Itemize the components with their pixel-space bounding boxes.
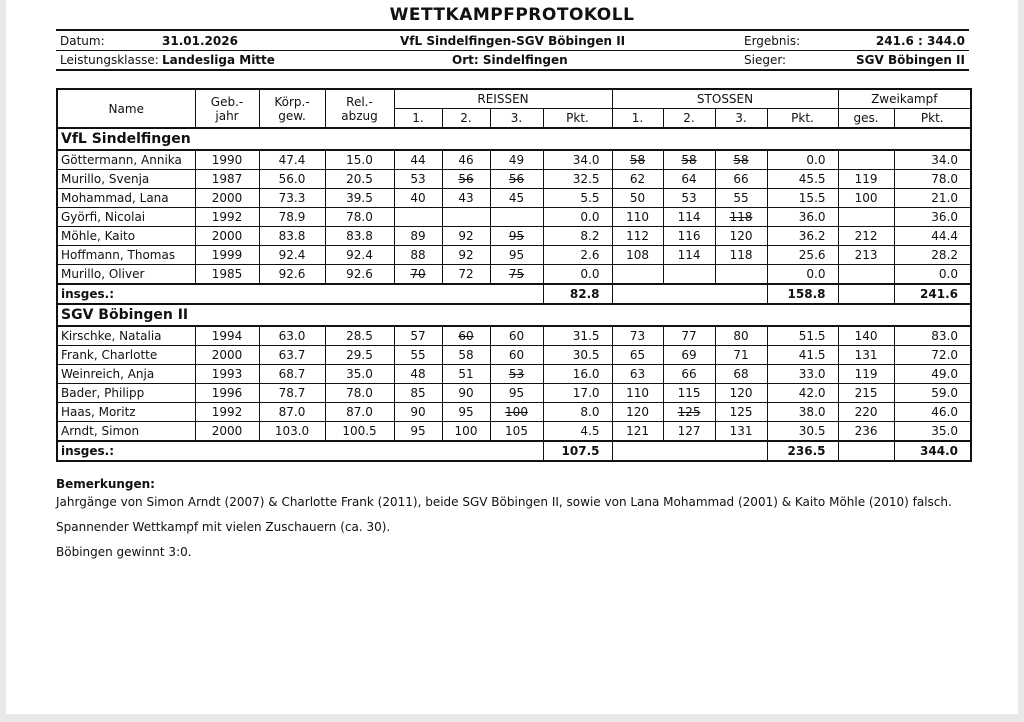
total-points: 0.0 [894, 265, 971, 285]
cj-points-header: Pkt. [767, 109, 838, 129]
class-value: Landesliga Mitte [162, 53, 275, 67]
table-row [57, 326, 971, 346]
cleanjerk-attempt-2: 69 [663, 346, 715, 365]
cleanjerk-attempt-1: 73 [612, 326, 663, 346]
total-kg: 119 [838, 170, 894, 189]
snatch-attempt-3 [490, 208, 543, 227]
athlete-name: Weinreich, Anja [57, 365, 195, 384]
snatch-attempt-2: 95 [442, 403, 490, 422]
snatch-attempt-2: 46 [442, 150, 490, 170]
birth-year: 1990 [195, 150, 259, 170]
total-spacer [838, 441, 894, 461]
snatch-attempt-2 [442, 208, 490, 227]
result-value: 241.6 : 344.0 [875, 34, 965, 48]
birth-year: 1996 [195, 384, 259, 403]
total-cleanjerk-points: 236.5 [767, 441, 838, 461]
snatch-points: 2.6 [543, 246, 612, 265]
col-reldeduction-l2: abzug [341, 108, 378, 123]
table-row [57, 246, 971, 265]
date-value: 31.01.2026 [162, 34, 238, 48]
header-row-2 [56, 50, 969, 69]
cleanjerk-points: 42.0 [767, 384, 838, 403]
athlete-name: Arndt, Simon [57, 422, 195, 442]
cleanjerk-attempt-1: 110 [612, 384, 663, 403]
cleanjerk-attempt-1: 110 [612, 208, 663, 227]
snatch-attempt-1: 55 [394, 346, 442, 365]
birth-year: 1987 [195, 170, 259, 189]
snatch-attempt-3: 100 [490, 403, 543, 422]
cleanjerk-attempt-2: 114 [663, 208, 715, 227]
total-points-header: Pkt. [894, 109, 971, 129]
relative-deduction: 78.0 [325, 384, 394, 403]
col-reldeduction-l1: Rel.- [346, 94, 373, 109]
team-header-row [57, 304, 971, 326]
cleanjerk-points: 38.0 [767, 403, 838, 422]
snatch-attempt-1: 48 [394, 365, 442, 384]
total-kg: 215 [838, 384, 894, 403]
snatch-attempt-1 [394, 208, 442, 227]
snatch-attempt-1: 44 [394, 150, 442, 170]
result-label: Ergebnis: [744, 34, 801, 48]
cleanjerk-attempt-3: 80 [715, 326, 767, 346]
cleanjerk-points: 45.5 [767, 170, 838, 189]
results-body [57, 89, 971, 461]
total-label: insges.: [57, 441, 543, 461]
athlete-name: Kirschke, Natalia [57, 326, 195, 346]
cleanjerk-attempt-2: 116 [663, 227, 715, 246]
snatch-attempt-1: 89 [394, 227, 442, 246]
cleanjerk-attempt-2 [663, 265, 715, 285]
table-row [57, 208, 971, 227]
total-points: 83.0 [894, 326, 971, 346]
birth-year: 1999 [195, 246, 259, 265]
snatch-points: 5.5 [543, 189, 612, 208]
snatch-attempt-1: 85 [394, 384, 442, 403]
total-points: 49.0 [894, 365, 971, 384]
cleanjerk-attempt-1: 63 [612, 365, 663, 384]
relative-deduction: 100.5 [325, 422, 394, 442]
col-birthyear-header [195, 89, 259, 128]
total-cleanjerk-points: 158.8 [767, 284, 838, 304]
total-points: 46.0 [894, 403, 971, 422]
birth-year: 1992 [195, 208, 259, 227]
team-name: SGV Böbingen II [57, 304, 971, 326]
relative-deduction: 87.0 [325, 403, 394, 422]
snatch-points-header: Pkt. [543, 109, 612, 129]
cleanjerk-attempt-3: 118 [715, 246, 767, 265]
match-title: VfL Sindelfingen-SGV Böbingen II [400, 34, 626, 48]
col-reldeduction-header [325, 89, 394, 128]
table-row [57, 384, 971, 403]
remark-line: Jahrgänge von Simon Arndt (2007) & Charlotte Frank (2011), beide SGV Böbingen II, sowie von Lana Mohammad (2001) & Kaito Möhle (2010) falsch. [56, 495, 952, 509]
total-kg: 119 [838, 365, 894, 384]
snatch-attempt-1: 57 [394, 326, 442, 346]
body-weight: 63.7 [259, 346, 325, 365]
total-kg: 220 [838, 403, 894, 422]
total-spacer [612, 441, 767, 461]
table-row [57, 170, 971, 189]
remark-line: Böbingen gewinnt 3:0. [56, 545, 192, 559]
cleanjerk-attempt-2: 114 [663, 246, 715, 265]
total-kg: 100 [838, 189, 894, 208]
header-block [56, 29, 969, 71]
birth-year: 2000 [195, 189, 259, 208]
snatch-header: REISSEN [394, 89, 612, 109]
total-kg [838, 265, 894, 285]
snatch-attempt-2: 92 [442, 227, 490, 246]
remarks [56, 477, 952, 559]
table-row [57, 403, 971, 422]
body-weight: 78.9 [259, 208, 325, 227]
cleanjerk-points: 0.0 [767, 265, 838, 285]
birth-year: 2000 [195, 422, 259, 442]
athlete-name: Göttermann, Annika [57, 150, 195, 170]
table-row [57, 227, 971, 246]
cj-att3-header: 3. [715, 109, 767, 129]
athlete-name: Haas, Moritz [57, 403, 195, 422]
snatch-attempt-1: 90 [394, 403, 442, 422]
winner-label: Sieger: [744, 53, 787, 67]
total-header: Zweikampf [838, 89, 971, 109]
snatch-attempt-2: 72 [442, 265, 490, 285]
cj-att2-header: 2. [663, 109, 715, 129]
cleanjerk-points: 36.2 [767, 227, 838, 246]
snatch-points: 30.5 [543, 346, 612, 365]
snatch-points: 31.5 [543, 326, 612, 346]
cleanjerk-attempt-2: 66 [663, 365, 715, 384]
snatch-points: 0.0 [543, 208, 612, 227]
body-weight: 73.3 [259, 189, 325, 208]
cleanjerk-attempt-3: 55 [715, 189, 767, 208]
birth-year: 2000 [195, 346, 259, 365]
relative-deduction: 15.0 [325, 150, 394, 170]
snatch-attempt-1: 95 [394, 422, 442, 442]
date-label: Datum: [60, 34, 105, 48]
col-birthyear-l1: Geb.- [210, 94, 244, 109]
col-bodyweight-l1: Körp.- [274, 94, 310, 109]
cleanjerk-attempt-2: 53 [663, 189, 715, 208]
table-row [57, 365, 971, 384]
birth-year: 1993 [195, 365, 259, 384]
snatch-attempt-2: 51 [442, 365, 490, 384]
snatch-points: 0.0 [543, 265, 612, 285]
total-kg-header: ges. [838, 109, 894, 129]
cleanjerk-attempt-2: 64 [663, 170, 715, 189]
total-overall-points: 344.0 [894, 441, 971, 461]
snatch-attempt-3: 95 [490, 246, 543, 265]
cleanjerk-attempt-1: 120 [612, 403, 663, 422]
total-overall-points: 241.6 [894, 284, 971, 304]
body-weight: 92.6 [259, 265, 325, 285]
body-weight: 103.0 [259, 422, 325, 442]
class-label: Leistungsklasse: [60, 53, 159, 67]
relative-deduction: 92.6 [325, 265, 394, 285]
cleanjerk-attempt-1: 62 [612, 170, 663, 189]
total-kg: 213 [838, 246, 894, 265]
snatch-attempt-3: 95 [490, 227, 543, 246]
athlete-name: Möhle, Kaito [57, 227, 195, 246]
body-weight: 92.4 [259, 246, 325, 265]
body-weight: 56.0 [259, 170, 325, 189]
team-total-row [57, 284, 971, 304]
snatch-attempt-2: 58 [442, 346, 490, 365]
cleanjerk-attempt-3: 71 [715, 346, 767, 365]
athlete-name: Frank, Charlotte [57, 346, 195, 365]
athlete-name: Murillo, Oliver [57, 265, 195, 285]
total-kg: 131 [838, 346, 894, 365]
relative-deduction: 20.5 [325, 170, 394, 189]
col-bodyweight-l2: gew. [278, 108, 306, 123]
winner-value: SGV Böbingen II [856, 53, 965, 67]
cleanjerk-attempt-3: 66 [715, 170, 767, 189]
cleanjerk-points: 41.5 [767, 346, 838, 365]
relative-deduction: 83.8 [325, 227, 394, 246]
relative-deduction: 28.5 [325, 326, 394, 346]
athlete-name: Györfi, Nicolai [57, 208, 195, 227]
snatch-points: 17.0 [543, 384, 612, 403]
snatch-attempt-3: 45 [490, 189, 543, 208]
col-birthyear-l2: jahr [215, 108, 239, 123]
snatch-points: 34.0 [543, 150, 612, 170]
body-weight: 68.7 [259, 365, 325, 384]
cleanjerk-attempt-3: 118 [715, 208, 767, 227]
total-label: insges.: [57, 284, 543, 304]
header-row-top [57, 89, 971, 109]
team-total-row [57, 441, 971, 461]
total-spacer [612, 284, 767, 304]
table-row [57, 422, 971, 442]
cleanjerk-points: 51.5 [767, 326, 838, 346]
cleanjerk-attempt-2: 115 [663, 384, 715, 403]
table-row [57, 189, 971, 208]
birth-year: 1994 [195, 326, 259, 346]
snatch-att2-header: 2. [442, 109, 490, 129]
location: Ort: Sindelfingen [452, 53, 568, 67]
athlete-name: Mohammad, Lana [57, 189, 195, 208]
birth-year: 1992 [195, 403, 259, 422]
cleanjerk-attempt-2: 127 [663, 422, 715, 442]
col-name-header: Name [57, 89, 195, 128]
total-points: 44.4 [894, 227, 971, 246]
total-points: 35.0 [894, 422, 971, 442]
total-snatch-points: 82.8 [543, 284, 612, 304]
relative-deduction: 39.5 [325, 189, 394, 208]
total-kg: 140 [838, 326, 894, 346]
table-row [57, 265, 971, 285]
snatch-attempt-3: 95 [490, 384, 543, 403]
cleanjerk-attempt-1: 112 [612, 227, 663, 246]
cleanjerk-attempt-3: 131 [715, 422, 767, 442]
remarks-heading: Bemerkungen: [56, 477, 155, 491]
snatch-attempt-1: 70 [394, 265, 442, 285]
snatch-attempt-2: 60 [442, 326, 490, 346]
total-spacer [838, 284, 894, 304]
cleanjerk-attempt-3: 68 [715, 365, 767, 384]
results-table [56, 88, 972, 462]
birth-year: 1985 [195, 265, 259, 285]
snatch-att3-header: 3. [490, 109, 543, 129]
snatch-attempt-2: 56 [442, 170, 490, 189]
table-row [57, 346, 971, 365]
snatch-points: 8.0 [543, 403, 612, 422]
cleanjerk-attempt-1: 65 [612, 346, 663, 365]
snatch-points: 32.5 [543, 170, 612, 189]
snatch-att1-header: 1. [394, 109, 442, 129]
snatch-points: 4.5 [543, 422, 612, 442]
cleanjerk-attempt-1: 121 [612, 422, 663, 442]
team-header-row [57, 128, 971, 150]
cleanjerk-points: 36.0 [767, 208, 838, 227]
snatch-attempt-1: 88 [394, 246, 442, 265]
body-weight: 78.7 [259, 384, 325, 403]
cleanjerk-points: 25.6 [767, 246, 838, 265]
total-points: 78.0 [894, 170, 971, 189]
cleanjerk-attempt-2: 58 [663, 150, 715, 170]
cj-att1-header: 1. [612, 109, 663, 129]
body-weight: 83.8 [259, 227, 325, 246]
birth-year: 2000 [195, 227, 259, 246]
total-points: 34.0 [894, 150, 971, 170]
relative-deduction: 29.5 [325, 346, 394, 365]
col-bodyweight-header [259, 89, 325, 128]
relative-deduction: 35.0 [325, 365, 394, 384]
snatch-attempt-2: 92 [442, 246, 490, 265]
body-weight: 63.0 [259, 326, 325, 346]
snatch-attempt-1: 40 [394, 189, 442, 208]
header-row-1 [56, 31, 969, 51]
cleanjerk-points: 30.5 [767, 422, 838, 442]
cleanjerk-points: 33.0 [767, 365, 838, 384]
cleanjerk-attempt-3: 125 [715, 403, 767, 422]
cleanjerk-attempt-3: 120 [715, 227, 767, 246]
total-kg [838, 208, 894, 227]
snatch-attempt-3: 75 [490, 265, 543, 285]
cleanjerk-attempt-3: 120 [715, 384, 767, 403]
total-points: 28.2 [894, 246, 971, 265]
snatch-attempt-3: 56 [490, 170, 543, 189]
snatch-attempt-1: 53 [394, 170, 442, 189]
cleanjerk-attempt-1: 50 [612, 189, 663, 208]
total-snatch-points: 107.5 [543, 441, 612, 461]
cleanjerk-attempt-3: 58 [715, 150, 767, 170]
cleanjerk-attempt-1 [612, 265, 663, 285]
snatch-attempt-3: 60 [490, 346, 543, 365]
cleanjerk-attempt-1: 58 [612, 150, 663, 170]
total-kg: 212 [838, 227, 894, 246]
total-points: 72.0 [894, 346, 971, 365]
total-points: 21.0 [894, 189, 971, 208]
total-points: 36.0 [894, 208, 971, 227]
snatch-attempt-3: 105 [490, 422, 543, 442]
total-kg [838, 150, 894, 170]
cleanjerk-attempt-2: 77 [663, 326, 715, 346]
body-weight: 87.0 [259, 403, 325, 422]
snatch-attempt-3: 60 [490, 326, 543, 346]
relative-deduction: 92.4 [325, 246, 394, 265]
total-kg: 236 [838, 422, 894, 442]
cleanjerk-attempt-3 [715, 265, 767, 285]
snatch-attempt-2: 100 [442, 422, 490, 442]
snatch-attempt-3: 49 [490, 150, 543, 170]
cleanjerk-header: STOSSEN [612, 89, 838, 109]
athlete-name: Bader, Philipp [57, 384, 195, 403]
relative-deduction: 78.0 [325, 208, 394, 227]
body-weight: 47.4 [259, 150, 325, 170]
athlete-name: Murillo, Svenja [57, 170, 195, 189]
total-points: 59.0 [894, 384, 971, 403]
snatch-points: 8.2 [543, 227, 612, 246]
cleanjerk-points: 0.0 [767, 150, 838, 170]
remark-line: Spannender Wettkampf mit vielen Zuschauern (ca. 30). [56, 520, 391, 534]
cleanjerk-points: 15.5 [767, 189, 838, 208]
cleanjerk-attempt-1: 108 [612, 246, 663, 265]
snatch-points: 16.0 [543, 365, 612, 384]
team-name: VfL Sindelfingen [57, 128, 971, 150]
cleanjerk-attempt-2: 125 [663, 403, 715, 422]
snatch-attempt-2: 90 [442, 384, 490, 403]
snatch-attempt-2: 43 [442, 189, 490, 208]
page-title: WETTKAMPFPROTOKOLL [389, 5, 635, 25]
snatch-attempt-3: 53 [490, 365, 543, 384]
table-row [57, 150, 971, 170]
athlete-name: Hoffmann, Thomas [57, 246, 195, 265]
